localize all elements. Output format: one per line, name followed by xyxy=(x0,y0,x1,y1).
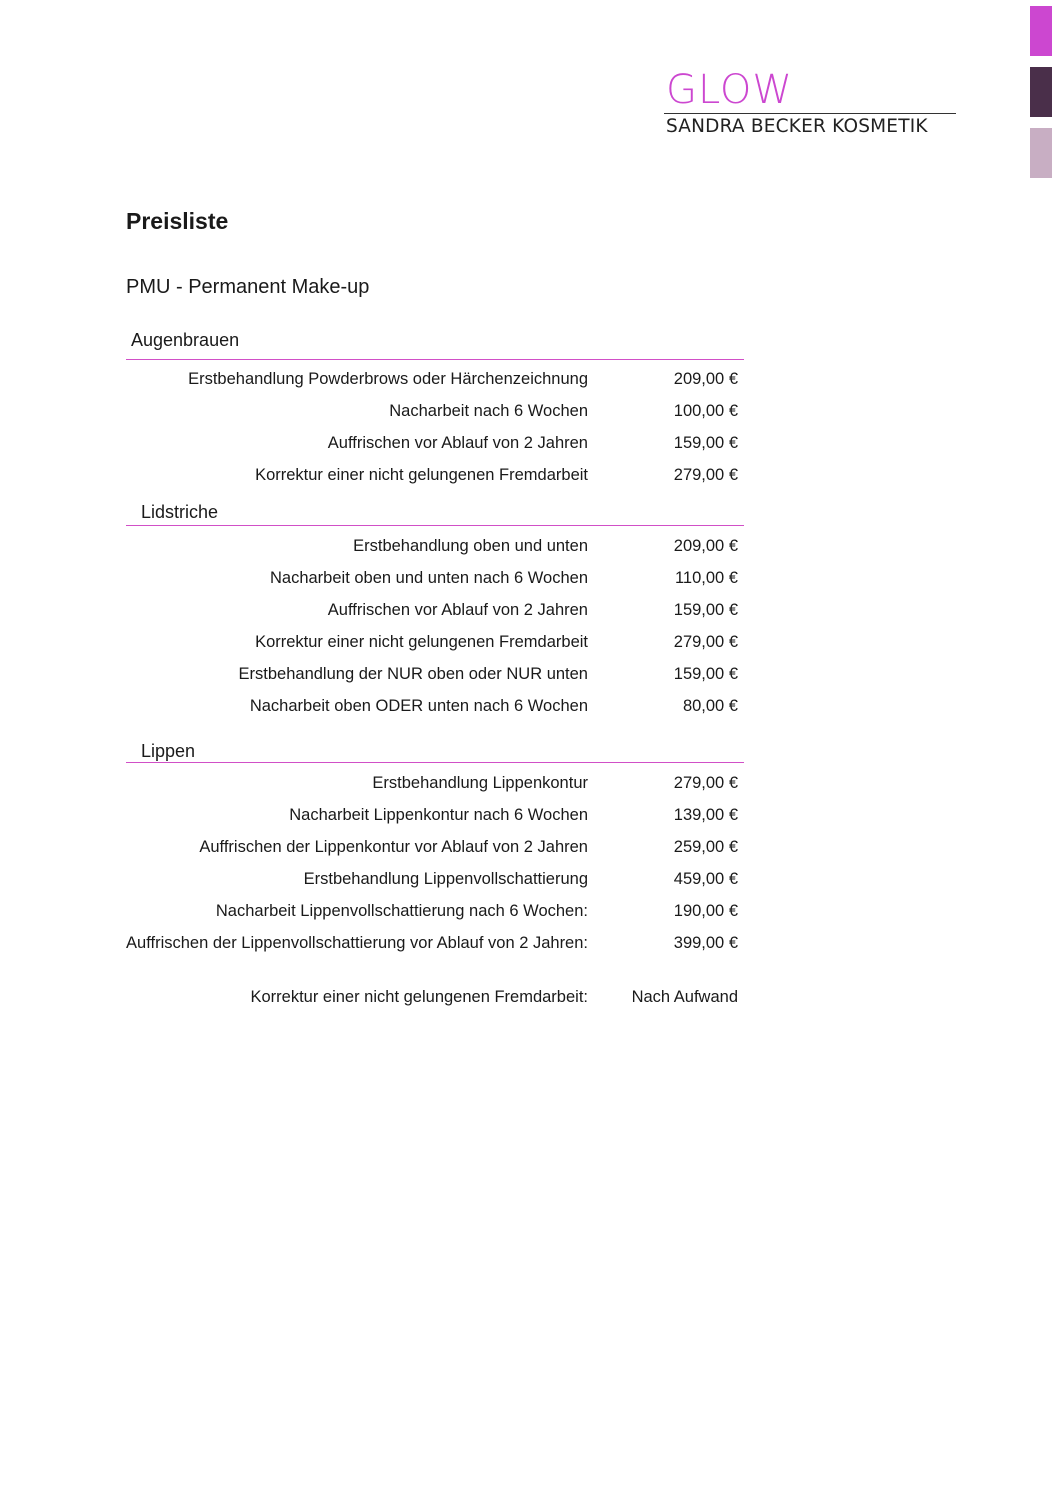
service-label: Erstbehandlung der NUR oben oder NUR unten xyxy=(238,665,588,683)
service-label: Erstbehandlung oben und unten xyxy=(353,537,588,555)
service-price: 259,00 € xyxy=(673,838,738,856)
price-row xyxy=(126,932,744,986)
service-price: 279,00 € xyxy=(673,466,738,484)
accent-tab-magenta xyxy=(1030,6,1052,56)
logo-title: GLOW xyxy=(666,67,793,113)
price-row xyxy=(126,836,744,868)
price-row xyxy=(126,804,744,836)
price-row xyxy=(126,631,744,663)
service-label: Nacharbeit nach 6 Wochen xyxy=(389,402,588,420)
service-price: 139,00 € xyxy=(673,806,738,824)
service-price: 209,00 € xyxy=(673,537,738,555)
service-price: 80,00 € xyxy=(682,697,738,715)
price-row xyxy=(126,567,744,599)
service-price: Nach Aufwand xyxy=(631,988,738,1006)
service-price: 159,00 € xyxy=(673,601,738,619)
section-title: Augenbrauen xyxy=(131,330,240,350)
service-price: 279,00 € xyxy=(673,633,738,651)
service-label: Nacharbeit Lippenkontur nach 6 Wochen xyxy=(289,806,588,824)
service-label: Auffrischen der Lippenvollschattierung vor Ablauf von 2 Jahren: xyxy=(126,934,588,952)
brand-logo xyxy=(664,68,956,137)
service-price: 190,00 € xyxy=(673,902,738,920)
accent-tab-light xyxy=(1030,128,1052,178)
page-title: Preisliste xyxy=(126,208,229,234)
price-list xyxy=(126,324,744,1018)
price-row xyxy=(126,663,744,695)
section-title: Lippen xyxy=(141,741,196,761)
service-price: 209,00 € xyxy=(673,370,738,388)
logo-divider xyxy=(664,113,956,114)
accent-tab-dark xyxy=(1030,67,1052,117)
section-header-lippen xyxy=(126,727,744,763)
service-label: Nacharbeit oben und unten nach 6 Wochen xyxy=(269,569,588,587)
service-label: Erstbehandlung Lippenkontur xyxy=(372,774,588,792)
price-row xyxy=(126,900,744,932)
service-price: 399,00 € xyxy=(673,934,738,952)
service-label: Nacharbeit oben ODER unten nach 6 Wochen xyxy=(249,697,588,715)
service-label: Erstbehandlung Lippenvollschattierung xyxy=(303,870,588,888)
service-price: 159,00 € xyxy=(673,665,738,683)
section-header-augenbrauen xyxy=(126,324,744,360)
service-price: 279,00 € xyxy=(673,774,738,792)
price-row xyxy=(126,772,744,804)
service-label: Auffrischen der Lippenkontur vor Ablauf von 2 Jahren xyxy=(199,838,588,856)
section-header-lidstriche xyxy=(126,496,744,526)
price-row xyxy=(126,986,744,1018)
service-label: Erstbehandlung Powderbrows oder Härchenzeichnung xyxy=(188,370,588,388)
service-price: 110,00 € xyxy=(674,569,738,587)
price-row xyxy=(126,535,744,567)
page-subtitle: PMU - Permanent Make-up xyxy=(126,276,370,298)
service-label: Korrektur einer nicht gelungenen Fremdarbeit xyxy=(255,466,588,484)
price-row xyxy=(126,695,744,727)
section-title: Lidstriche xyxy=(141,502,219,522)
service-label: Korrektur einer nicht gelungenen Fremdarbeit xyxy=(255,633,588,651)
price-row xyxy=(126,400,744,432)
price-row xyxy=(126,599,744,631)
price-row xyxy=(126,464,744,496)
price-row xyxy=(126,432,744,464)
service-price: 100,00 € xyxy=(673,402,738,420)
price-row xyxy=(126,868,744,900)
service-label: Nacharbeit Lippenvollschattierung nach 6 Wochen: xyxy=(215,902,588,920)
service-label: Korrektur einer nicht gelungenen Fremdarbeit: xyxy=(250,988,588,1006)
logo-subtitle: SANDRA BECKER KOSMETIK xyxy=(666,116,928,137)
service-label: Auffrischen vor Ablauf von 2 Jahren xyxy=(327,601,588,619)
service-price: 459,00 € xyxy=(673,870,738,888)
price-row xyxy=(126,368,744,400)
service-price: 159,00 € xyxy=(673,434,738,452)
service-label: Auffrischen vor Ablauf von 2 Jahren xyxy=(327,434,588,452)
